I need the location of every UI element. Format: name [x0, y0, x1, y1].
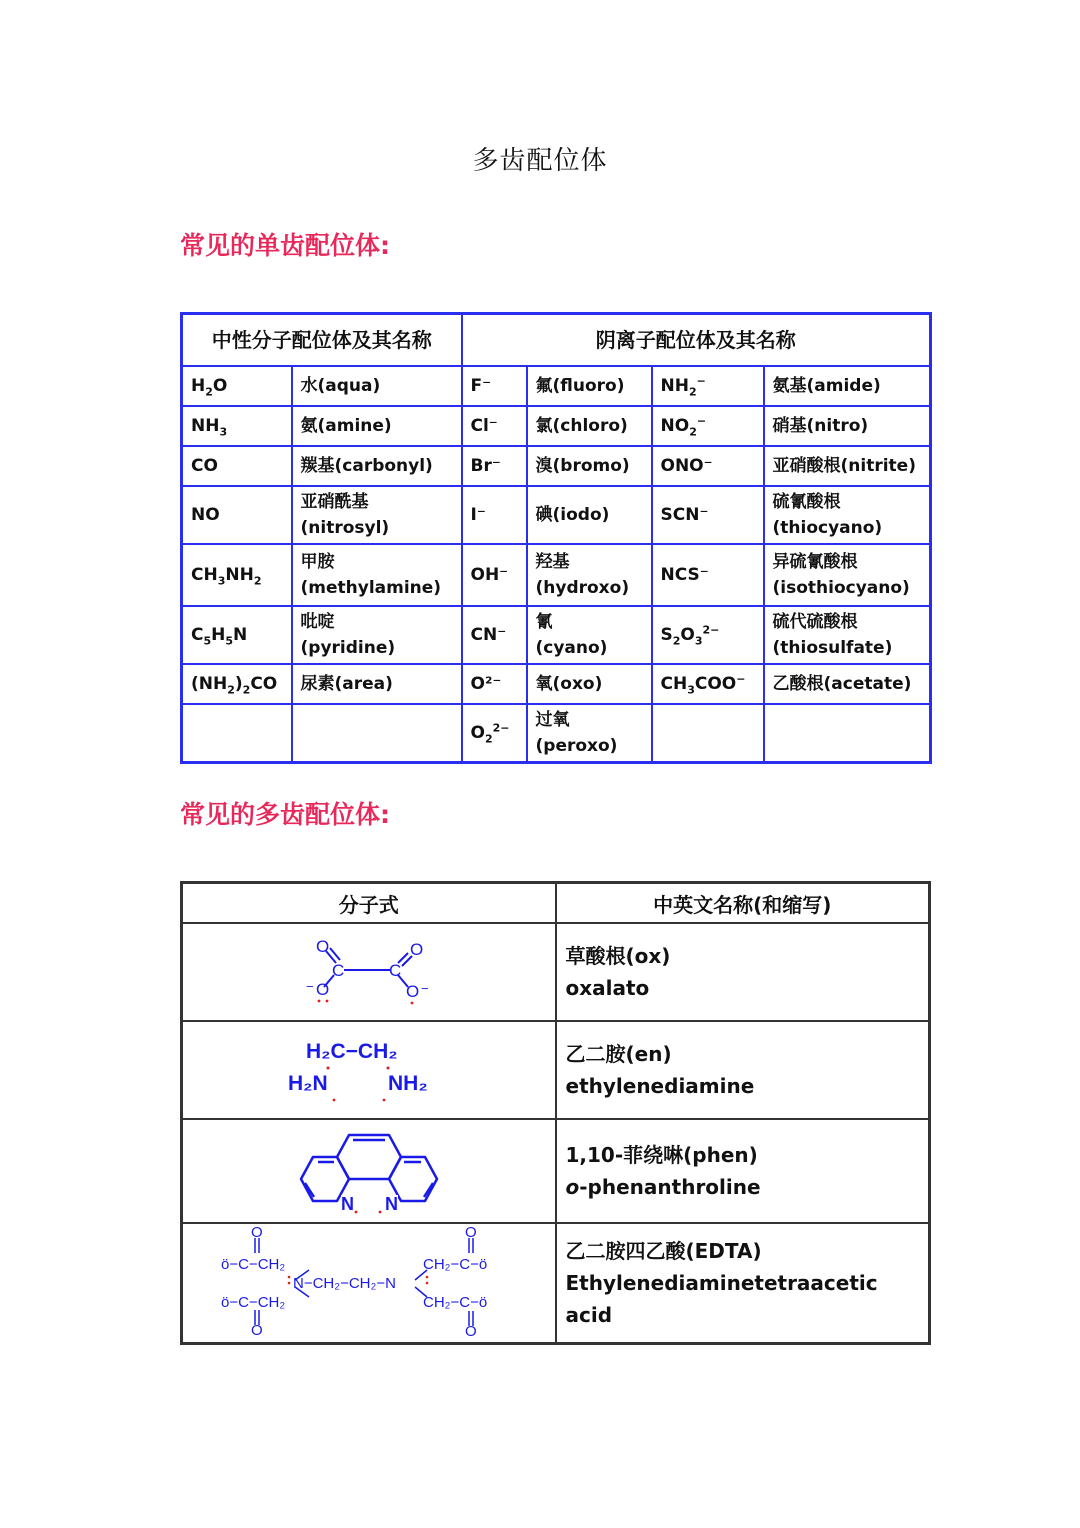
- ligand-name: [764, 486, 931, 544]
- edta-text: CH₂−C−ö: [422, 1294, 487, 1311]
- formula-co: CO: [182, 446, 292, 486]
- ligand-name-cn: 1,10-菲绕啉(phen): [565, 1143, 758, 1167]
- oxalate-structure-icon: [294, 935, 444, 1005]
- page-title: 多齿配位体: [472, 146, 608, 176]
- ligand-name-en: Ethylenediaminetetraacetic acid: [565, 1271, 878, 1327]
- ligand-name-en: ethylenediamine: [565, 1074, 755, 1098]
- ligand-name-en: [566, 1171, 928, 1203]
- monodentate-heading: 常见的单齿配位体:: [180, 231, 390, 260]
- ligand-name: 过氧(peroxo): [527, 704, 652, 763]
- polydentate-table: [180, 881, 931, 1345]
- ligand-name-en-rest: -phenanthroline: [579, 1175, 761, 1199]
- ethylenediamine-structure-cell: [182, 1021, 556, 1119]
- svg-text:O: O: [250, 1322, 263, 1337]
- formula-cn: CN⁻: [462, 606, 527, 664]
- neutral-header: 中性分子配位体及其名称: [182, 314, 462, 367]
- oxalate-name-cell: [556, 923, 930, 1021]
- svg-text:O: O: [464, 1225, 477, 1241]
- ligand-name: 碘(iodo): [527, 486, 652, 544]
- ligand-name: 硝基(nitro): [764, 406, 931, 446]
- ligand-name-cn: 异硫氰酸根: [772, 552, 858, 572]
- ligand-name-cn: 氰: [535, 612, 553, 632]
- ligand-name-en: (nitrosyl): [300, 518, 390, 538]
- ligand-name: 氨(amine): [292, 406, 462, 446]
- ligand-name-en: (thiocyano): [772, 518, 883, 538]
- en-left-text: H₂N: [287, 1072, 328, 1095]
- ligand-name-en: (hydroxo): [535, 578, 630, 598]
- ligand-name-en: (thiosulfate): [772, 638, 893, 658]
- edta-name-cell: [556, 1223, 930, 1344]
- svg-text:−: −: [420, 981, 429, 996]
- ligand-name: [764, 606, 931, 664]
- edta-structure-icon: [219, 1225, 519, 1337]
- polydentate-heading: 常见的多齿配位体:: [180, 800, 390, 829]
- formula-o2: $O_2^{2-}$: [462, 704, 527, 763]
- formula-urea: $(NH_2)_2CO$: [182, 664, 292, 704]
- ligand-name: 溴(bromo): [527, 446, 652, 486]
- ligand-name: [527, 544, 652, 606]
- ligand-name: [764, 544, 931, 606]
- svg-text:−: −: [305, 979, 314, 994]
- ligand-name: [292, 606, 462, 664]
- formula-s2o3: $S_2O_3^{2-}$: [652, 606, 764, 664]
- empty-cell: [652, 704, 764, 763]
- anionic-header: 阴离子配位体及其名称: [462, 314, 931, 367]
- ligand-name: 氧(oxo): [527, 664, 652, 704]
- svg-text:O: O: [464, 1323, 477, 1337]
- ligand-name-cn: 甲胺: [300, 552, 335, 572]
- edta-text: ö−C−CH₂: [220, 1256, 285, 1273]
- formula-nh2: $NH_2^-$: [652, 366, 764, 406]
- svg-text:N: N: [384, 1194, 398, 1214]
- ligand-name-en: oxalato: [565, 976, 650, 1000]
- empty-cell: [292, 704, 462, 763]
- formula-ono: ONO⁻: [652, 446, 764, 486]
- phenanthroline-name-cell: [556, 1119, 930, 1223]
- ligand-name: 亚硝酸根(nitrite): [764, 446, 931, 486]
- ligand-name-cn: 硫代硫酸根: [772, 612, 858, 632]
- edta-text: N−CH₂−CH₂−N: [292, 1275, 396, 1292]
- ligand-name: [292, 486, 462, 544]
- formula-oh: OH⁻: [462, 544, 527, 606]
- formula-no2: $NO_2^-$: [652, 406, 764, 446]
- edta-text: CH₂−C−ö: [422, 1256, 487, 1273]
- ethylenediamine-name-cell: [556, 1021, 930, 1119]
- ligand-name: 氯(chloro): [527, 406, 652, 446]
- svg-text:C: C: [331, 961, 345, 980]
- oxalate-structure-cell: [182, 923, 556, 1021]
- edta-structure-cell: [182, 1223, 556, 1344]
- formula-f: F⁻: [462, 366, 527, 406]
- ligand-name-en: (isothiocyano): [772, 578, 910, 598]
- formula-ncs: NCS⁻: [652, 544, 764, 606]
- en-upper-text: H₂C−CH₂: [305, 1040, 398, 1063]
- empty-cell: [764, 704, 931, 763]
- formula-no: NO: [182, 486, 292, 544]
- phenanthroline-structure-cell: [182, 1119, 556, 1223]
- en-right-text: NH₂: [387, 1072, 428, 1095]
- ligand-name-en: (pyridine): [300, 638, 396, 658]
- formula-header: 分子式: [182, 883, 556, 924]
- ligand-name-en-italic: o: [565, 1175, 580, 1199]
- monodentate-table: [180, 312, 932, 764]
- svg-text:O: O: [315, 937, 329, 956]
- ligand-name-cn: 亚硝酰基: [300, 492, 369, 512]
- ligand-name-cn: 吡啶: [300, 612, 335, 632]
- ligand-name: 羰基(carbonyl): [292, 446, 462, 486]
- phenanthroline-structure-icon: [289, 1121, 449, 1217]
- svg-text:N: N: [340, 1194, 354, 1214]
- ligand-name: [527, 606, 652, 664]
- formula-scn: SCN⁻: [652, 486, 764, 544]
- ligand-name-en: (cyano): [535, 638, 608, 658]
- ligand-name: 乙酸根(acetate): [764, 664, 931, 704]
- formula-acetate: $CH_3COO^-$: [652, 664, 764, 704]
- formula-nh3: $NH_3$: [182, 406, 292, 446]
- svg-text:O: O: [409, 940, 423, 959]
- formula-cl: Cl⁻: [462, 406, 527, 446]
- formula-ch3nh2: $CH_3NH_2$: [182, 544, 292, 606]
- formula-br: Br⁻: [462, 446, 527, 486]
- ligand-name-cn: 乙二胺四乙酸(EDTA): [565, 1239, 762, 1263]
- edta-text: ö−C−CH₂: [220, 1294, 285, 1311]
- formula-o: O²⁻: [462, 664, 527, 704]
- svg-text:O: O: [405, 982, 419, 1001]
- formula-c5h5n: $C_5H_5N$: [182, 606, 292, 664]
- svg-text:C: C: [388, 961, 402, 980]
- svg-text:O: O: [250, 1225, 263, 1241]
- ethylenediamine-structure-icon: [284, 1028, 454, 1108]
- formula-h2o: $H_2O$: [182, 366, 292, 406]
- ligand-name: [292, 544, 462, 606]
- ligand-name: 氟(fluoro): [527, 366, 652, 406]
- ligand-name: 水(aqua): [292, 366, 462, 406]
- ligand-name-cn: 硫氰酸根: [772, 492, 841, 512]
- formula-i: I⁻: [462, 486, 527, 544]
- ligand-name-cn: 乙二胺(en): [565, 1042, 672, 1066]
- name-header: 中英文名称(和缩写): [556, 883, 930, 924]
- ligand-name: 尿素(area): [292, 664, 462, 704]
- ligand-name-cn: 草酸根(ox): [565, 944, 671, 968]
- ligand-name-cn: 羟基: [535, 552, 570, 572]
- ligand-name: 氨基(amide): [764, 366, 931, 406]
- svg-text:O: O: [315, 980, 329, 999]
- empty-cell: [182, 704, 292, 763]
- ligand-name-en: (methylamine): [300, 578, 442, 598]
